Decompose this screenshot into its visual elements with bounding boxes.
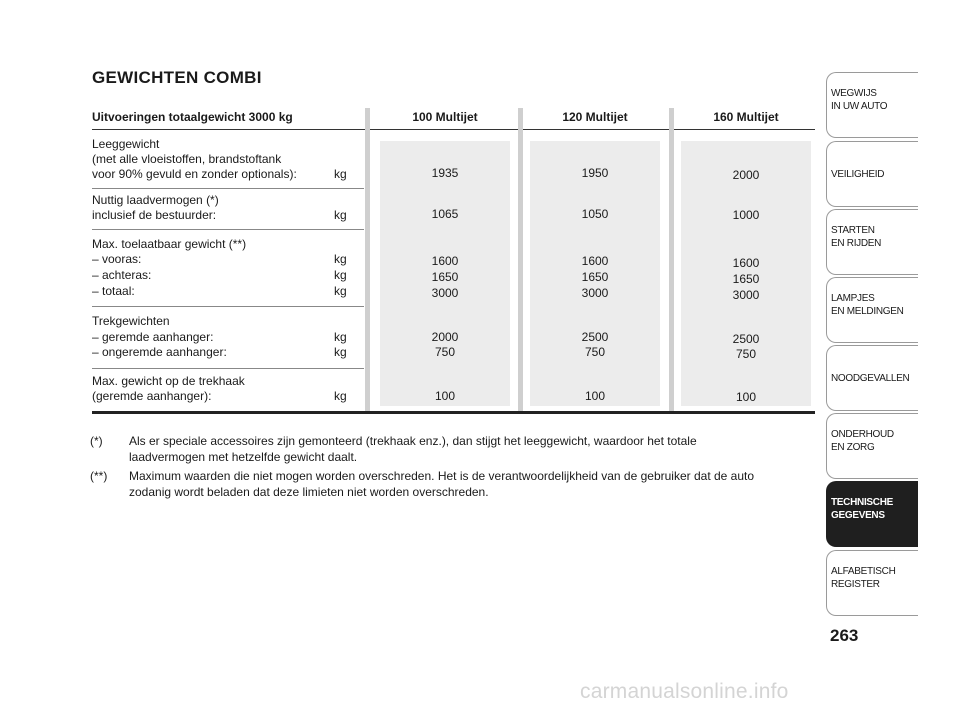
table-cell: 2000 <box>431 330 459 344</box>
tab-label: TECHNISCHE <box>831 497 894 508</box>
tab-veiligheid[interactable] <box>826 141 918 207</box>
row-label: – totaal: <box>92 284 135 298</box>
row-unit: kg <box>334 330 347 344</box>
column-header-100-multijet: 100 Multijet <box>412 110 478 124</box>
tab-noodgevallen[interactable] <box>826 345 918 411</box>
table-cell: 1065 <box>431 207 459 221</box>
tab-alfabetisch-register[interactable] <box>826 550 918 616</box>
row-separator <box>92 368 364 369</box>
tab-label: NOODGEVALLEN <box>831 373 910 384</box>
row-label: – ongeremde aanhanger: <box>92 345 227 359</box>
row-label: Max. gewicht op de trekhaak <box>92 374 245 388</box>
tab-starten[interactable] <box>826 209 918 275</box>
footnote-mark: (**) <box>90 469 108 483</box>
table-bottom-rule <box>92 411 815 414</box>
row-separator <box>92 229 364 230</box>
tab-label: VEILIGHEID <box>831 169 885 180</box>
row-label: Leeggewicht <box>92 137 160 151</box>
table-cell: 750 <box>434 345 456 359</box>
tab-label: GEGEVENS <box>831 510 885 521</box>
table-cell: 3000 <box>581 286 609 300</box>
tab-label: LAMPJES <box>831 293 875 304</box>
row-label: Nuttig laadvermogen (*) <box>92 193 219 207</box>
row-label: inclusief de bestuurder: <box>92 208 217 222</box>
row-label: – achteras: <box>92 268 152 282</box>
row-label: – geremde aanhanger: <box>92 330 214 344</box>
table-cell: 1650 <box>732 272 760 286</box>
column-header-160-multijet: 160 Multijet <box>713 110 779 124</box>
table-cell: 750 <box>584 345 606 359</box>
table-cell: 2000 <box>732 168 760 182</box>
tab-label: EN MELDINGEN <box>831 306 904 317</box>
watermark: carmanualsonline.info <box>580 680 789 703</box>
tab-onderhoud[interactable] <box>826 413 918 479</box>
row-unit: kg <box>334 167 347 181</box>
footnote-mark: (*) <box>90 434 103 448</box>
footnote-text: Als er speciale accessoires zijn gemonteerd (trekhaak enz.), dan stijgt het leeggewicht, waardoor het totale <box>129 434 697 448</box>
row-unit: kg <box>334 389 347 403</box>
row-label: Trekgewichten <box>92 314 170 328</box>
table-cell: 100 <box>735 390 757 404</box>
table-cell: 2500 <box>732 332 760 346</box>
tab-label: ALFABETISCH <box>831 566 896 577</box>
page-title: GEWICHTEN COMBI <box>92 68 262 87</box>
tab-technische-gegevens[interactable] <box>826 481 918 547</box>
column-divider <box>518 108 523 413</box>
table-cell: 1600 <box>431 254 459 268</box>
column-header-120-multijet: 120 Multijet <box>562 110 628 124</box>
row-label: (geremde aanhanger): <box>92 389 212 403</box>
table-cell: 1050 <box>581 207 609 221</box>
row-separator <box>92 306 364 307</box>
table-cell: 100 <box>584 389 606 403</box>
column-divider <box>365 108 370 413</box>
tab-label: WEGWIJS <box>831 88 877 99</box>
tab-lampjes[interactable] <box>826 277 918 343</box>
table-cell: 2500 <box>581 330 609 344</box>
row-unit: kg <box>334 284 347 298</box>
tab-wegwijs[interactable] <box>826 72 918 138</box>
table-cell: 1600 <box>732 256 760 270</box>
table-cell: 1650 <box>581 270 609 284</box>
table-cell: 100 <box>434 389 456 403</box>
row-unit: kg <box>334 252 347 266</box>
row-label: Max. toelaatbaar gewicht (**) <box>92 237 247 251</box>
row-unit: kg <box>334 345 347 359</box>
table-cell: 750 <box>735 347 757 361</box>
tab-label: EN ZORG <box>831 442 875 453</box>
table-top-rule <box>92 129 815 130</box>
footnote-text: Maximum waarden die niet mogen worden overschreden. Het is de verantwoordelijkheid van de gebruiker dat de auto <box>129 469 755 483</box>
row-unit: kg <box>334 268 347 282</box>
table-header-label: Uitvoeringen totaalgewicht 3000 kg <box>92 110 293 124</box>
tab-label: REGISTER <box>831 579 880 590</box>
tab-label: EN RIJDEN <box>831 238 882 249</box>
table-cell: 1600 <box>581 254 609 268</box>
row-separator <box>92 188 364 189</box>
table-cell: 3000 <box>732 288 760 302</box>
row-label: (met alle vloeistoffen, brandstoftank <box>92 152 282 166</box>
table-cell: 1935 <box>431 166 459 180</box>
footnote-text: zodanig wordt beladen dat deze limieten niet worden overschreden. <box>129 485 489 499</box>
footnote-text: laadvermogen met hetzelfde gewicht daalt. <box>129 450 358 464</box>
page-number: 263 <box>830 626 859 645</box>
table-cell: 1650 <box>431 270 459 284</box>
tab-label: IN UW AUTO <box>831 101 888 112</box>
column-divider <box>669 108 674 413</box>
tab-label: STARTEN <box>831 225 875 236</box>
row-label: – vooras: <box>92 252 142 266</box>
tab-label: ONDERHOUD <box>831 429 894 440</box>
row-unit: kg <box>334 208 347 222</box>
table-cell: 3000 <box>431 286 459 300</box>
table-cell: 1000 <box>732 208 760 222</box>
table-cell: 1950 <box>581 166 609 180</box>
row-label: voor 90% gevuld en zonder optionals): <box>92 167 297 181</box>
